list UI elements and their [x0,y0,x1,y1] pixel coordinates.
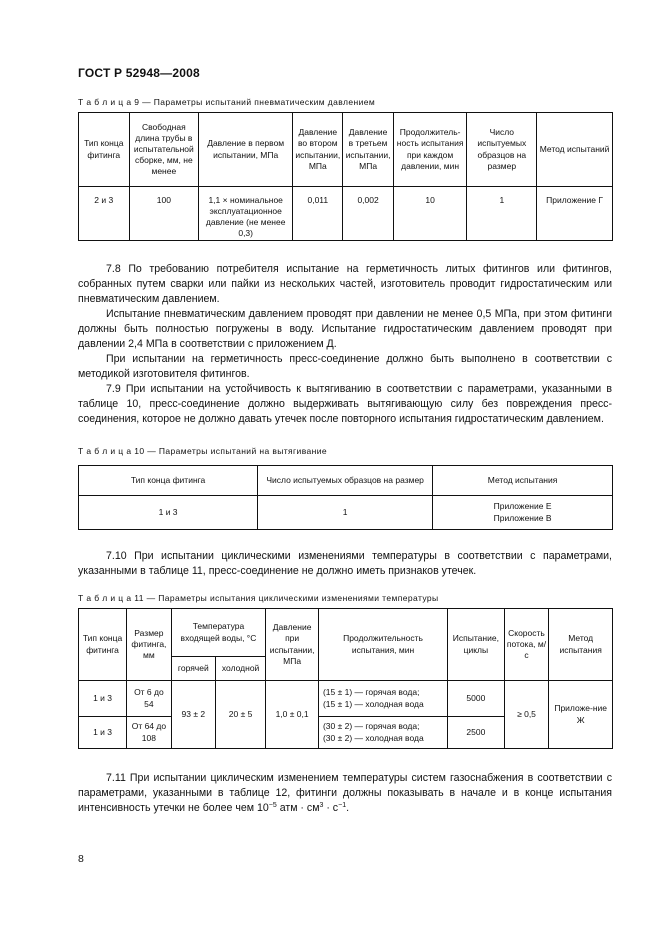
table10 [78,465,613,530]
t11-row2-type: 1 и 3 [79,717,127,749]
t9-header-duration: Продолжитель-ность испытания при каждом давлении, мин [393,113,467,187]
t11-row2-duration-cold: (30 ± 2) — холодная вода [322,732,424,743]
t10-header-samples: Число испытуемых образцов на размер [258,466,433,496]
t11-header-temp: Температура входящей воды, °С [171,609,266,657]
t11-row1-duration [318,681,447,717]
t11-header-size: Размер фитинга, мм [127,609,172,681]
paragraph-text: 7.11 При испытании циклическим изменением температуры систем газоснабжения в соответствии с параметрами, указанными в таблице 12, фитинги должны показывать в начале и в конце испытания интенсивность утечки не более чем 10 [78,772,612,814]
t9-header-pressure2: Давление во втором испытании, МПа [293,113,343,187]
t9-header-pressure3: Давление в третьем испытании, МПа [343,113,393,187]
unit-text: атм · см [276,802,320,814]
t9-cell-pressure2: 0,011 [293,187,343,241]
t11-header-method: Метод испытания [549,609,613,681]
t11-row1-cycles: 5000 [448,681,505,717]
t11-cell-pressure: 1,0 ± 0,1 [266,681,319,749]
table11-caption: Т а б л и ц а 11 — Параметры испытания циклическими изменениями температуры [78,593,439,603]
t10-header-type: Тип конца фитинга [79,466,258,496]
t9-cell-length: 100 [129,187,199,241]
paragraph-end: . [346,802,350,814]
paragraph: При испытании на герметичность пресс-соединение должно быть выполнено в соответствии с методикой изготовителя фитингов. [78,353,612,380]
t11-row1-duration-hot: (15 ± 1) — горячая вода; [322,687,420,698]
t11-cell-speed: ≥ 0,5 [504,681,549,749]
paragraph: Испытание пневматическим давлением проводят при давлении не менее 0,5 МПа, при этом фитинги должны быть полностью погружены в воду. Испытание гидростатическим давлением проводят при давлении 2,4 МПа в соответствии с приложением Д. [78,308,612,350]
t9-header-length: Свободная длина трубы в испытательной сборке, мм, не менее [129,113,199,187]
table-row [79,681,613,717]
t11-header-duration: Продолжительность испытания, мин [318,609,447,681]
t10-method-line2: Приложение В [493,512,552,523]
t9-header-type: Тип конца фитинга [79,113,130,187]
document-header: ГОСТ Р 52948—2008 [78,66,200,80]
t10-cell-method [433,496,613,530]
t9-header-samples: Число испытуемых образцов на размер [467,113,537,187]
t11-row2-duration-hot: (30 ± 2) — горячая вода; [322,721,420,732]
t11-cell-hot: 93 ± 2 [171,681,215,749]
t11-header-hot: горячей [171,657,215,681]
unit-text: · с [323,802,339,814]
t11-header-type: Тип конца фитинга [79,609,127,681]
table9 [78,112,613,241]
t11-cell-cold: 20 ± 5 [215,681,265,749]
t11-row2-cycles: 2500 [448,717,505,749]
text-block-7-11 [78,771,612,816]
t10-header-method: Метод испытания [433,466,613,496]
t9-cell-method: Приложение Г [537,187,613,241]
exponent: 3 [319,802,324,809]
text-block-7-8-7-9 [78,262,612,427]
exponent: −1 [338,802,347,809]
text-block-7-10 [78,549,612,579]
paragraph: 7.9 При испытании на устойчивость к вытягиванию в соответствии с параметрами, указанными в таблице 10, пресс-соединение должно выдерживать вытягивающую силу без повреждения пресс-соединения, которое не должно давать утечек после повторного испытания гидростатическим давлением. [78,383,612,425]
t9-cell-samples: 1 [467,187,537,241]
t10-cell-samples: 1 [258,496,433,530]
t9-cell-duration: 10 [393,187,467,241]
paragraph [78,771,612,816]
paragraph: 7.10 При испытании циклическими изменениями температуры в соответствии с параметрами, указанными в таблице 11, пресс-соединение не должно иметь признаков утечек. [78,550,612,577]
table9-caption: Т а б л и ц а 9 — Параметры испытаний пневматическим давлением [78,97,376,107]
t9-cell-type: 2 и 3 [79,187,130,241]
t11-row1-type: 1 и 3 [79,681,127,717]
table10-caption: Т а б л и ц а 10 — Параметры испытаний на вытягивание [78,446,328,456]
t11-cell-method: Приложе-ние Ж [549,681,613,749]
t9-cell-pressure3: 0,002 [343,187,393,241]
t10-cell-type: 1 и 3 [79,496,258,530]
page-number: 8 [78,853,84,865]
t11-row2-size: От 64 до 108 [127,717,172,749]
t11-header-speed: Скорость потока, м/с [504,609,549,681]
t9-cell-pressure1: 1,1 × номинальное эксплуатационное давление (не менее 0,3) [199,187,293,241]
table-row [79,187,613,241]
exponent: −5 [268,802,277,809]
t11-header-cold: холодной [215,657,265,681]
table-row [79,496,613,530]
t11-row2-duration [318,717,447,749]
t9-header-method: Метод испытаний [537,113,613,187]
t10-method-line1: Приложение Е [493,501,552,512]
t11-header-pressure: Давление при испытании, МПа [266,609,319,681]
t11-row1-duration-cold: (15 ± 1) — холодная вода [322,698,424,709]
t9-header-pressure1: Давление в первом испытании, МПа [199,113,293,187]
t11-row1-size: От 6 до 54 [127,681,172,717]
paragraph: 7.8 По требованию потребителя испытание на герметичность литых фитингов или фитингов, собранных путем сварки или пайки из нескольких частей, изготовитель проводит гидростатическим или пневматическим давлением. [78,263,612,305]
table11 [78,608,613,749]
t11-header-cycles: Испытание, циклы [448,609,505,681]
